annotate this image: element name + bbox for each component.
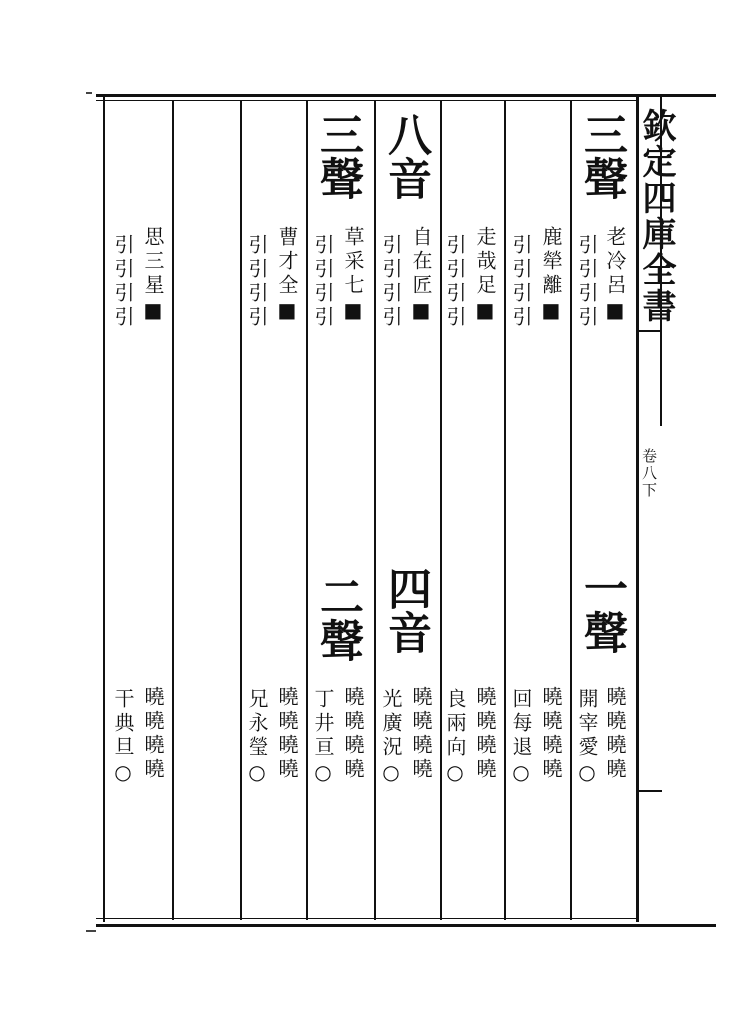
bottom-border-inner [96,918,636,919]
top-border-inner [96,100,636,101]
scan-mark [86,930,96,932]
upper-column-4-main: 自在匠■ [409,226,433,326]
column-divider [306,100,308,920]
top-border [96,94,716,97]
lower-column-6-main: 曉曉曉曉 [275,686,299,782]
column-divider [374,100,376,920]
scan-mark [86,92,92,94]
left-border [103,96,105,922]
upper-column-7-main: 思三星■ [141,226,165,326]
lower-column-5-main: 曉曉曉曉 [341,686,365,782]
column-divider [570,100,572,920]
lower-column-7-main: 曉曉曉曉 [141,686,165,782]
upper-column-2-main: 鹿犖離■ [539,226,563,326]
column-divider [440,100,442,920]
upper-column-7-sub: 引引引引 [111,234,135,330]
upper-column-3-sub: 引引引引 [443,234,467,330]
heading-san-sheng-upper-right: 三聲 [576,112,627,200]
lower-column-1-main: 曉曉曉曉 [603,686,627,782]
upper-column-1-sub: 引引引引 [575,234,599,330]
column-divider [504,100,506,920]
upper-column-2-sub: 引引引引 [509,234,533,330]
heading-san-sheng-upper-left: 三聲 [312,112,363,200]
bottom-border [96,924,716,927]
lower-column-5-sub: 丁井亘○ [311,688,335,788]
upper-column-6-main: 曹才全■ [275,226,299,326]
lower-column-3-main: 曉曉曉曉 [473,686,497,782]
upper-column-5-main: 草采七■ [341,226,365,326]
lower-column-4-sub: 光廣況○ [379,688,403,788]
heading-si-yin: 四音 [380,566,431,654]
upper-column-5-sub: 引引引引 [311,234,335,330]
lower-column-6-sub: 兄永瑩○ [245,688,269,788]
column-divider [240,100,242,920]
upper-column-6-sub: 引引引引 [245,234,269,330]
heading-ba-yin: 八音 [380,112,431,200]
book-title: 欽定四庫全書 [636,108,676,324]
upper-column-3-main: 走哉足■ [473,226,497,326]
lower-column-2-sub: 回每退○ [509,688,533,788]
margin-box-bottom [636,330,662,332]
lower-column-4-main: 曉曉曉曉 [409,686,433,782]
margin-lower-tick [636,790,662,792]
heading-er-sheng: 二聲 [312,574,363,662]
lower-column-2-main: 曉曉曉曉 [539,686,563,782]
column-divider [172,100,174,920]
lower-column-7-sub: 干典旦○ [111,688,135,788]
lower-column-1-sub: 開宰愛○ [575,688,599,788]
volume-label: 卷八下 [640,448,658,499]
upper-column-4-sub: 引引引引 [379,234,403,330]
heading-yi-sheng: 一聲 [576,566,627,654]
upper-column-1-main: 老冷呂■ [603,226,627,326]
lower-column-3-sub: 良兩向○ [443,688,467,788]
